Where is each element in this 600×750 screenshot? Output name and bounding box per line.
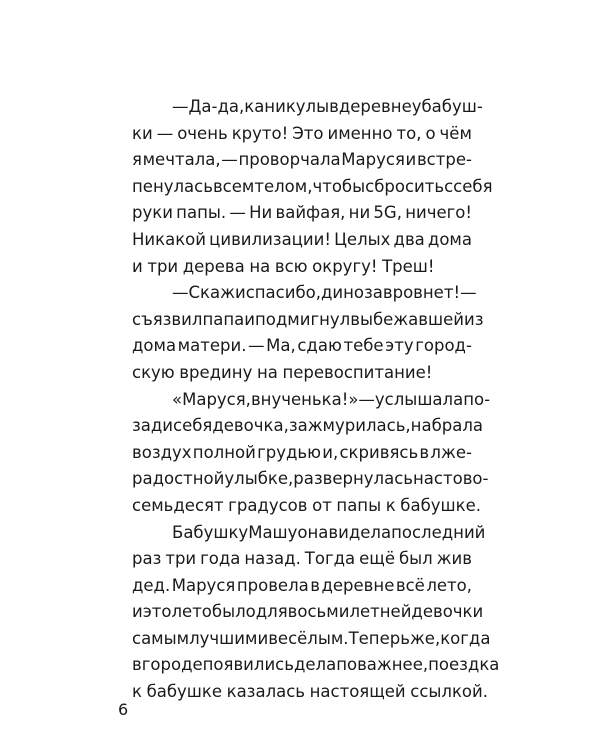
text-line: зади себя девочка, зажмурилась, набрала	[132, 416, 483, 436]
text-line: и это лето было для восьмилетней девочки	[132, 602, 484, 622]
body-text	[132, 94, 500, 706]
text-line: самым лучшим и весёлым. Теперь же, когда	[132, 628, 491, 648]
text-line: радостной улыбке, развернулась на сто во-	[132, 469, 489, 489]
text-line: я мечтала, — проворчала Маруся и встре-	[132, 150, 472, 170]
text-line: съязвил папа и подмигнул выбежавшей из	[132, 309, 484, 329]
text-line: Бабушку Машу она видела последний	[172, 522, 486, 542]
paragraph	[132, 387, 491, 520]
text-line: — Да-да, каникулы в деревне у бабуш-	[172, 97, 483, 116]
text-line: раз три года назад. Тогда ещё был жив	[132, 549, 472, 569]
text-line: к бабушке казалась настоящей ссылкой.	[132, 682, 488, 702]
text-line: ки — очень круто! Это именно то, о чём	[132, 123, 472, 143]
text-line: скую вредину на перевоспитание!	[132, 362, 433, 382]
page-number: 6	[118, 700, 129, 719]
text-line: в городе появились дела поважнее, поездка	[132, 655, 500, 675]
text-line: «Маруся, внученька!» — услышала по-	[172, 389, 491, 409]
text-line: дома матери. — Ма, сдаю тебе эту город-	[132, 336, 472, 356]
text-line: дед. Маруся провела в деревне всё лето,	[132, 575, 472, 595]
text-line: пенулась всем телом, чтобы сбросить с себя	[132, 176, 493, 196]
paragraph	[132, 94, 493, 280]
text-line: руки папы. — Ни вайфая, ни 5G, ничего!	[132, 203, 472, 223]
paragraph	[132, 280, 484, 386]
text-line: — Скажи спасибо, динозавров нет! —	[172, 283, 477, 303]
text-line: воздух полной грудью и, скривясь в лже-	[132, 442, 472, 462]
paragraph	[132, 520, 500, 706]
text-line: и три дерева на всю округу! Треш!	[132, 256, 435, 276]
text-line: семьдесят градусов от папы к бабушке.	[132, 495, 481, 515]
text-line: Никакой цивилизации! Целых два дома	[132, 229, 472, 249]
